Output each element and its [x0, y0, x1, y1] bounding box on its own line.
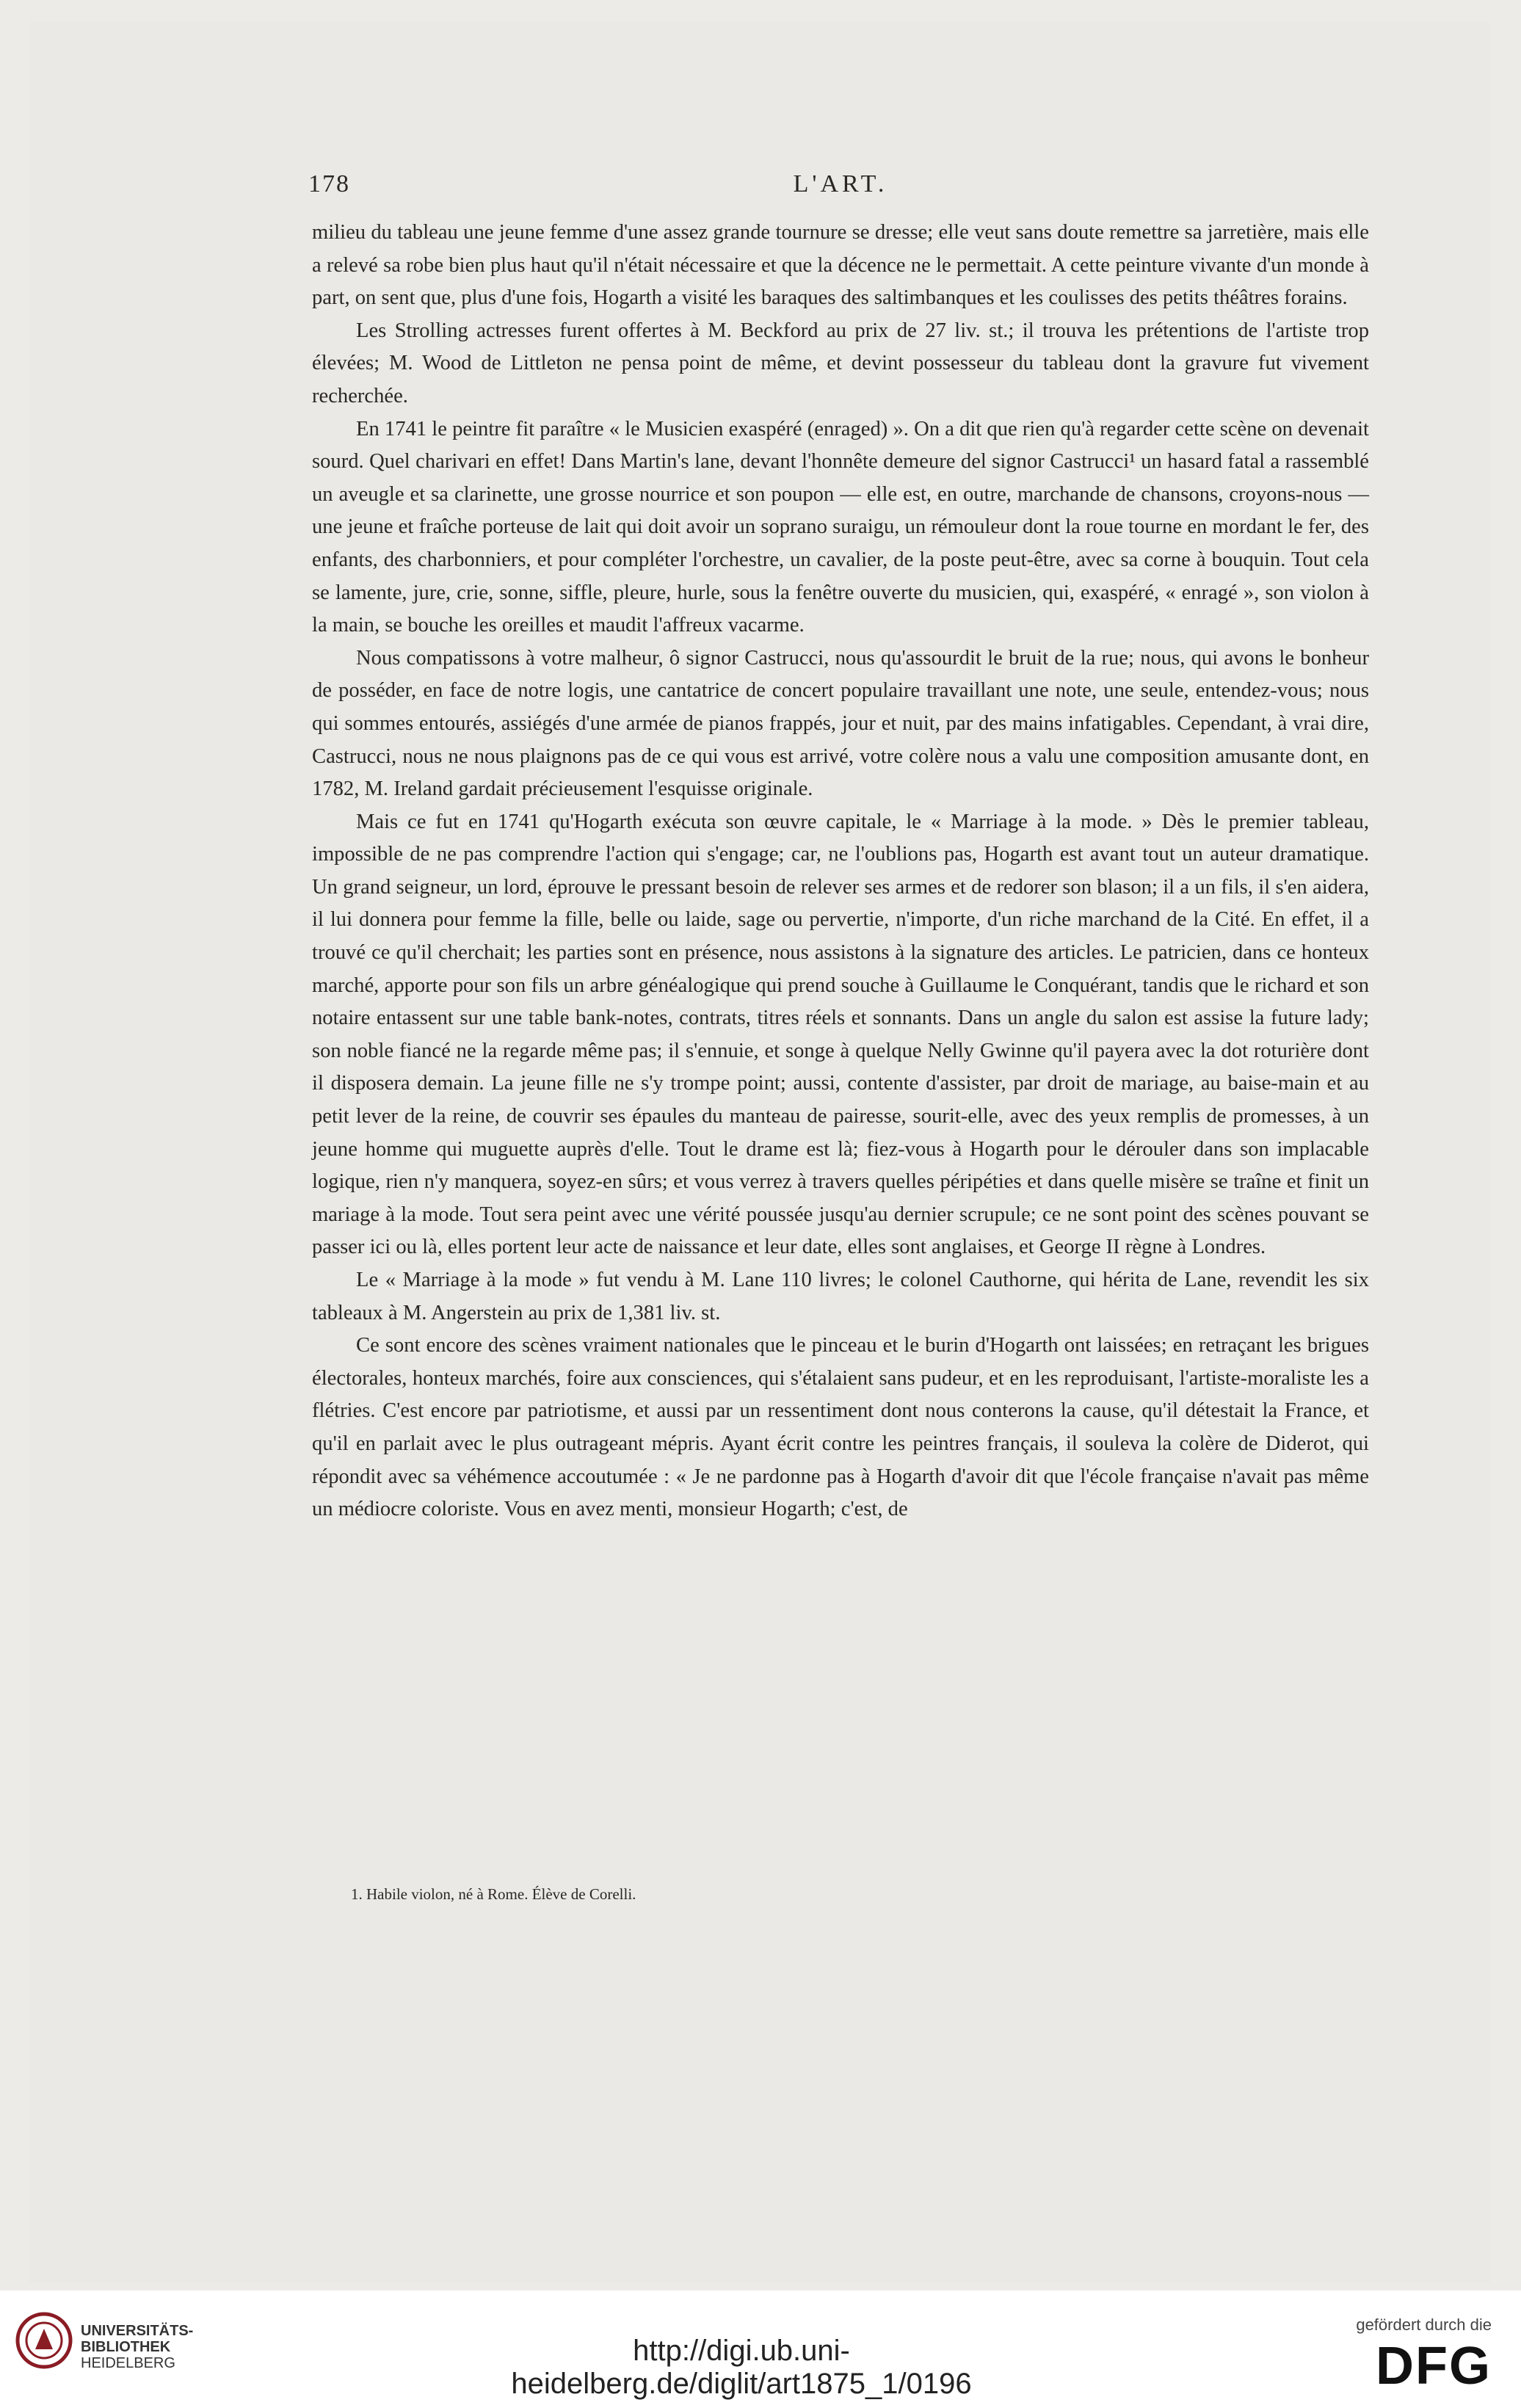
library-name[interactable]: [81, 2323, 193, 2371]
footnote: 1. Habile violon, né à Rome. Élève de Corelli.: [351, 1885, 636, 1903]
paragraph-1: milieu du tableau une jeune femme d'une assez grande tournure se dresse; elle veut sans doute remettre sa jarretière, mais elle a relevé sa robe bien plus haut qu'il n'était nécessaire et que la décence ne le permettait. A cette peinture vivante d'un monde à part, on sent que, plus d'une fois, Hogarth a visité les baraques des saltimbanques et les coulisses des petits théâtres forains.: [312, 221, 1369, 310]
paragraph-2: Les Strolling actresses furent offertes à M. Beckford au prix de 27 liv. st.; il trouva les prétentions de l'artiste trop élevées; M. Wood de Littleton ne pensa point de même, et devint possesseur du tableau dont la gravure fut vivement recherchée.: [312, 319, 1369, 407]
paragraph-5: Mais ce fut en 1741 qu'Hogarth exécuta son œuvre capitale, le « Marriage à la mode. » Dès le premier tableau, impossible de ne pas comprendre l'action qui s'engage; car, ne l'oublions pas, Hogarth est avant tout un auteur dramatique. Un grand seigneur, un lord, éprouve le pressant besoin de relever ses armes et de redorer son blason; il a un fils, il s'en aidera, il lui donnera pour femme la fille, belle ou laide, sage ou pervertie, n'importe, d'un riche marchand de la Cité. En effet, il a trouvé ce qu'il cherchait; les parties sont en présence, nous assistons à la signature des articles. Le patricien, dans ce honteux marché, apporte pour son fils un arbre généalogique qui prend souche à Guillaume le Conquérant, tandis que le richard et son notaire entassent sur une table bank-notes, contrats, titres réels et sonnants. Dans un angle du salon est assise la future lady; son noble fiancé ne la regarde même pas; il s'ennuie, et songe à quelque Nelly Gwinne qu'il payera avec la dot roturière dont il disposera demain. La jeune fille ne s'y trompe point; aussi, contente d'assister, par droit de mariage, au baise-main et au petit lever de la reine, de couvrir ses épaules du manteau de pairesse, sourit-elle, avec des yeux remplis de promesses, à un jeune homme qui muguette auprès d'elle. Tout le drame est là; fiez-vous à Hogarth pour le dérouler dans son implacable logique, rien n'y manquera, soyez-en sûrs; et vous verrez à travers quelles péripéties et dans quelle misère se traîne et finit un mariage à la mode. Tout sera peint avec une vérité poussée jusqu'au dernier scrupule; ce ne sont point des scènes pouvant se passer ici ou là, elles portent leur acte de naissance et leur date, elles sont anglaises, et George II règne à Londres.: [312, 810, 1369, 1259]
paragraph-6: Le « Marriage à la mode » fut vendu à M. Lane 110 livres; le colonel Cauthorne, qui hérita de Lane, revendit les six tableaux à M. Angerstein au prix de 1,381 liv. st.: [312, 1269, 1369, 1324]
funder-label: gefördert durch die: [1356, 2315, 1492, 2334]
viewer-footer: [0, 2291, 1521, 2408]
paragraph-7: Ce sont encore des scènes vraiment nationales que le pinceau et le burin d'Hogarth ont laissées; en retraçant les brigues électorales, honteux marchés, foire aux consciences, qui s'étalaient sans pudeur, et en les reproduisant, l'artiste-moraliste les a flétries. C'est encore par patriotisme, et aussi par un ressentiment dont nous conterons la cause, qu'il détestait la France, et qu'il en parlait avec le plus outrageant mépris. Ayant écrit contre les peintres français, il souleva la colère de Diderot, qui répondit avec sa véhémence accoutumée : « Je ne pardonne pas à Hogarth d'avoir dit que l'école française n'avait pas même un médiocre coloriste. Vous en avez menti, monsieur Hogarth; c'est, de: [312, 1334, 1369, 1521]
paragraph-4: Nous compatissons à votre malheur, ô signor Castrucci, nous qu'assourdit le bruit de la rue; nous, qui avons le bonheur de posséder, en face de notre logis, une cantatrice de concert populaire travaillant une note, une seule, entendez-vous; nous qui sommes entourés, assiégés d'une armée de pianos frappés, jour et nuit, par des mains infatigables. Cependant, à vrai dire, Castrucci, nous ne nous plaignons pas de ce qui vous est arrivé, votre colère nous a valu une composition amusante dont, en 1782, M. Ireland gardait précieusement l'esquisse originale.: [312, 646, 1369, 801]
library-name-line2: BIBLIOTHEK: [81, 2339, 171, 2355]
page-header: [308, 170, 1373, 207]
university-seal-icon: [15, 2311, 73, 2370]
page-number: 178: [308, 170, 350, 197]
library-name-line1: UNIVERSITÄTS-: [81, 2323, 194, 2339]
paragraph-3: En 1741 le peintre fit paraître « le Musicien exaspéré (enraged) ». On a dit que rien qu'à regarder cette scène on devenait sourd. Quel charivari en effet! Dans Martin's lane, devant l'honnête demeure del signor Castrucci¹ un hasard fatal a rassemblé un aveugle et sa clarinette, une grosse nourrice et son poupon — elle est, en outre, marchande de chansons, croyons-nous — une jeune et fraîche porteuse de lait qui doit avoir un soprano suraigu, un rémouleur dont la roue tourne en mordant le fer, des enfants, des charbonniers, et pour compléter l'orchestre, un cavalier, de la poste peut-être, avec sa corne à bouquin. Tout cela se lamente, jure, crie, sonne, siffle, pleure, hurle, sous la fenêtre ouverte du musicien, qui, exaspéré, « enragé », son violon à la main, se bouche les oreilles et maudit l'affreux vacarme.: [312, 417, 1369, 637]
permalink-url[interactable]: http://digi.ub.uni-heidelberg.de/diglit/art1875_1/0196: [511, 2335, 972, 2400]
running-title: L'ART.: [793, 170, 888, 197]
article-body: [312, 217, 1369, 1526]
library-name-line3: HEIDELBERG: [81, 2355, 175, 2371]
funder-block: [1321, 2315, 1512, 2396]
dfg-logo[interactable]: DFG: [1376, 2337, 1492, 2396]
